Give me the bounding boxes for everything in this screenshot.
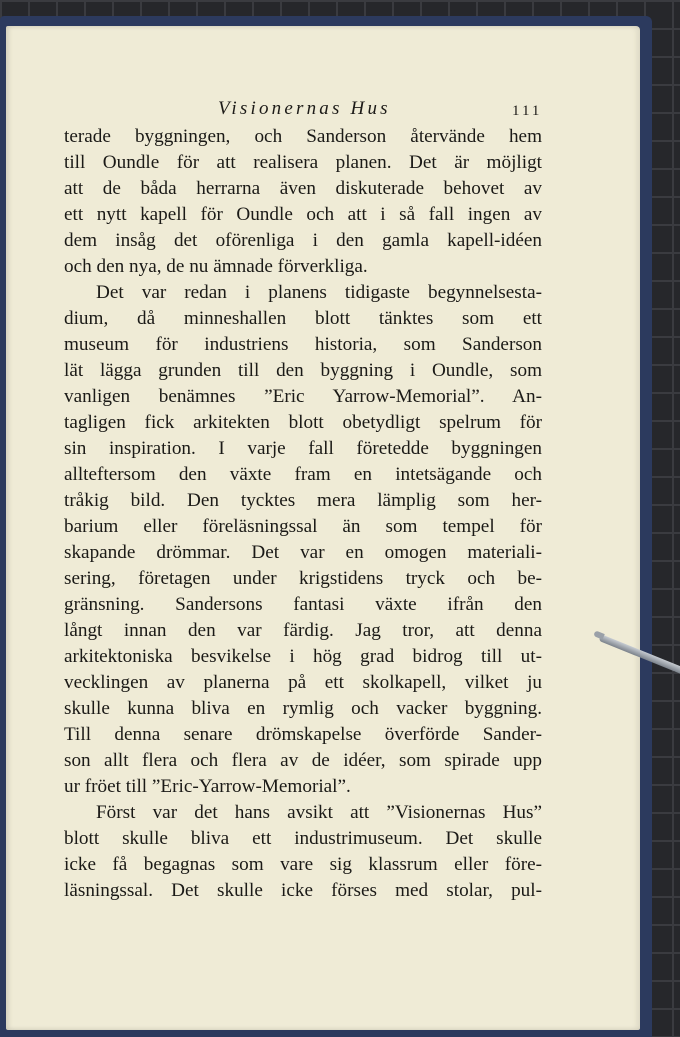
text-line: vecklingen av planerna på ett skolkapell, vilket ju	[64, 672, 542, 693]
text-line: tagligen fick arkitekten blott obetydligt spelrum för	[64, 412, 542, 433]
text-line: läsningssal. Det skulle icke förses med stolar, pul-	[64, 880, 542, 901]
text-line: gränsning. Sandersons fantasi växte ifrån den	[64, 594, 542, 615]
text-line: museum för industriens historia, som Sanderson	[64, 334, 542, 355]
text-line: ett nytt kapell för Oundle och att i så fall ingen av	[64, 204, 542, 225]
text-line: Till denna senare drömskapelse överförde Sander-	[64, 724, 542, 745]
text-line: sin inspiration. I varje fall företedde byggningen	[64, 438, 542, 459]
text-line: skapande drömmar. Det var en omogen materiali-	[64, 542, 542, 563]
text-line: Det var redan i planens tidigaste begynnelsesta-	[96, 282, 542, 303]
text-line: arkitektoniska besvikelse i hög grad bidrog till ut-	[64, 646, 542, 667]
text-line: långt innan den var färdig. Jag tror, att denna	[64, 620, 542, 641]
text-line: Först var det hans avsikt att ”Visionernas Hus”	[96, 802, 542, 823]
text-line: sering, företagen under krigstidens tryck och be-	[64, 568, 542, 589]
body-text	[64, 124, 542, 904]
text-line: tråkig bild. Den tycktes mera lämplig som her-	[64, 490, 542, 511]
text-line: vanligen benämnes ”Eric Yarrow-Memorial”. An-	[64, 386, 542, 407]
text-line: till Oundle för att realisera planen. Det är möjligt	[64, 152, 542, 173]
text-line: lät lägga grunden till den byggning i Oundle, som	[64, 360, 542, 381]
running-title: Visionernas Hus	[218, 98, 391, 119]
text-line: icke få begagnas som vare sig klassrum eller före-	[64, 854, 542, 875]
text-line: ur fröet till ”Eric-Yarrow-Memorial”.	[64, 776, 351, 797]
page-header	[0, 98, 640, 124]
text-line: skulle kunna bliva en rymlig och vacker byggning.	[64, 698, 542, 719]
text-line: allteftersom den växte fram en intetsägande och	[64, 464, 542, 485]
text-line: dium, då minneshallen blott tänktes som ett	[64, 308, 542, 329]
text-line: och den nya, de nu ämnade förverkliga.	[64, 256, 368, 277]
text-line: barium eller föreläsningssal än som tempel för	[64, 516, 542, 537]
page-number: 111	[512, 103, 543, 119]
text-line: blott skulle bliva ett industrimuseum. Det skulle	[64, 828, 542, 849]
text-line: terade byggningen, och Sanderson återvände hem	[64, 126, 542, 147]
text-line: att de båda herrarna även diskuterade behovet av	[64, 178, 542, 199]
text-line: dem insåg det oförenliga i den gamla kapell-idéen	[64, 230, 542, 251]
text-line: son allt flera och flera av de idéer, som spirade upp	[64, 750, 542, 771]
